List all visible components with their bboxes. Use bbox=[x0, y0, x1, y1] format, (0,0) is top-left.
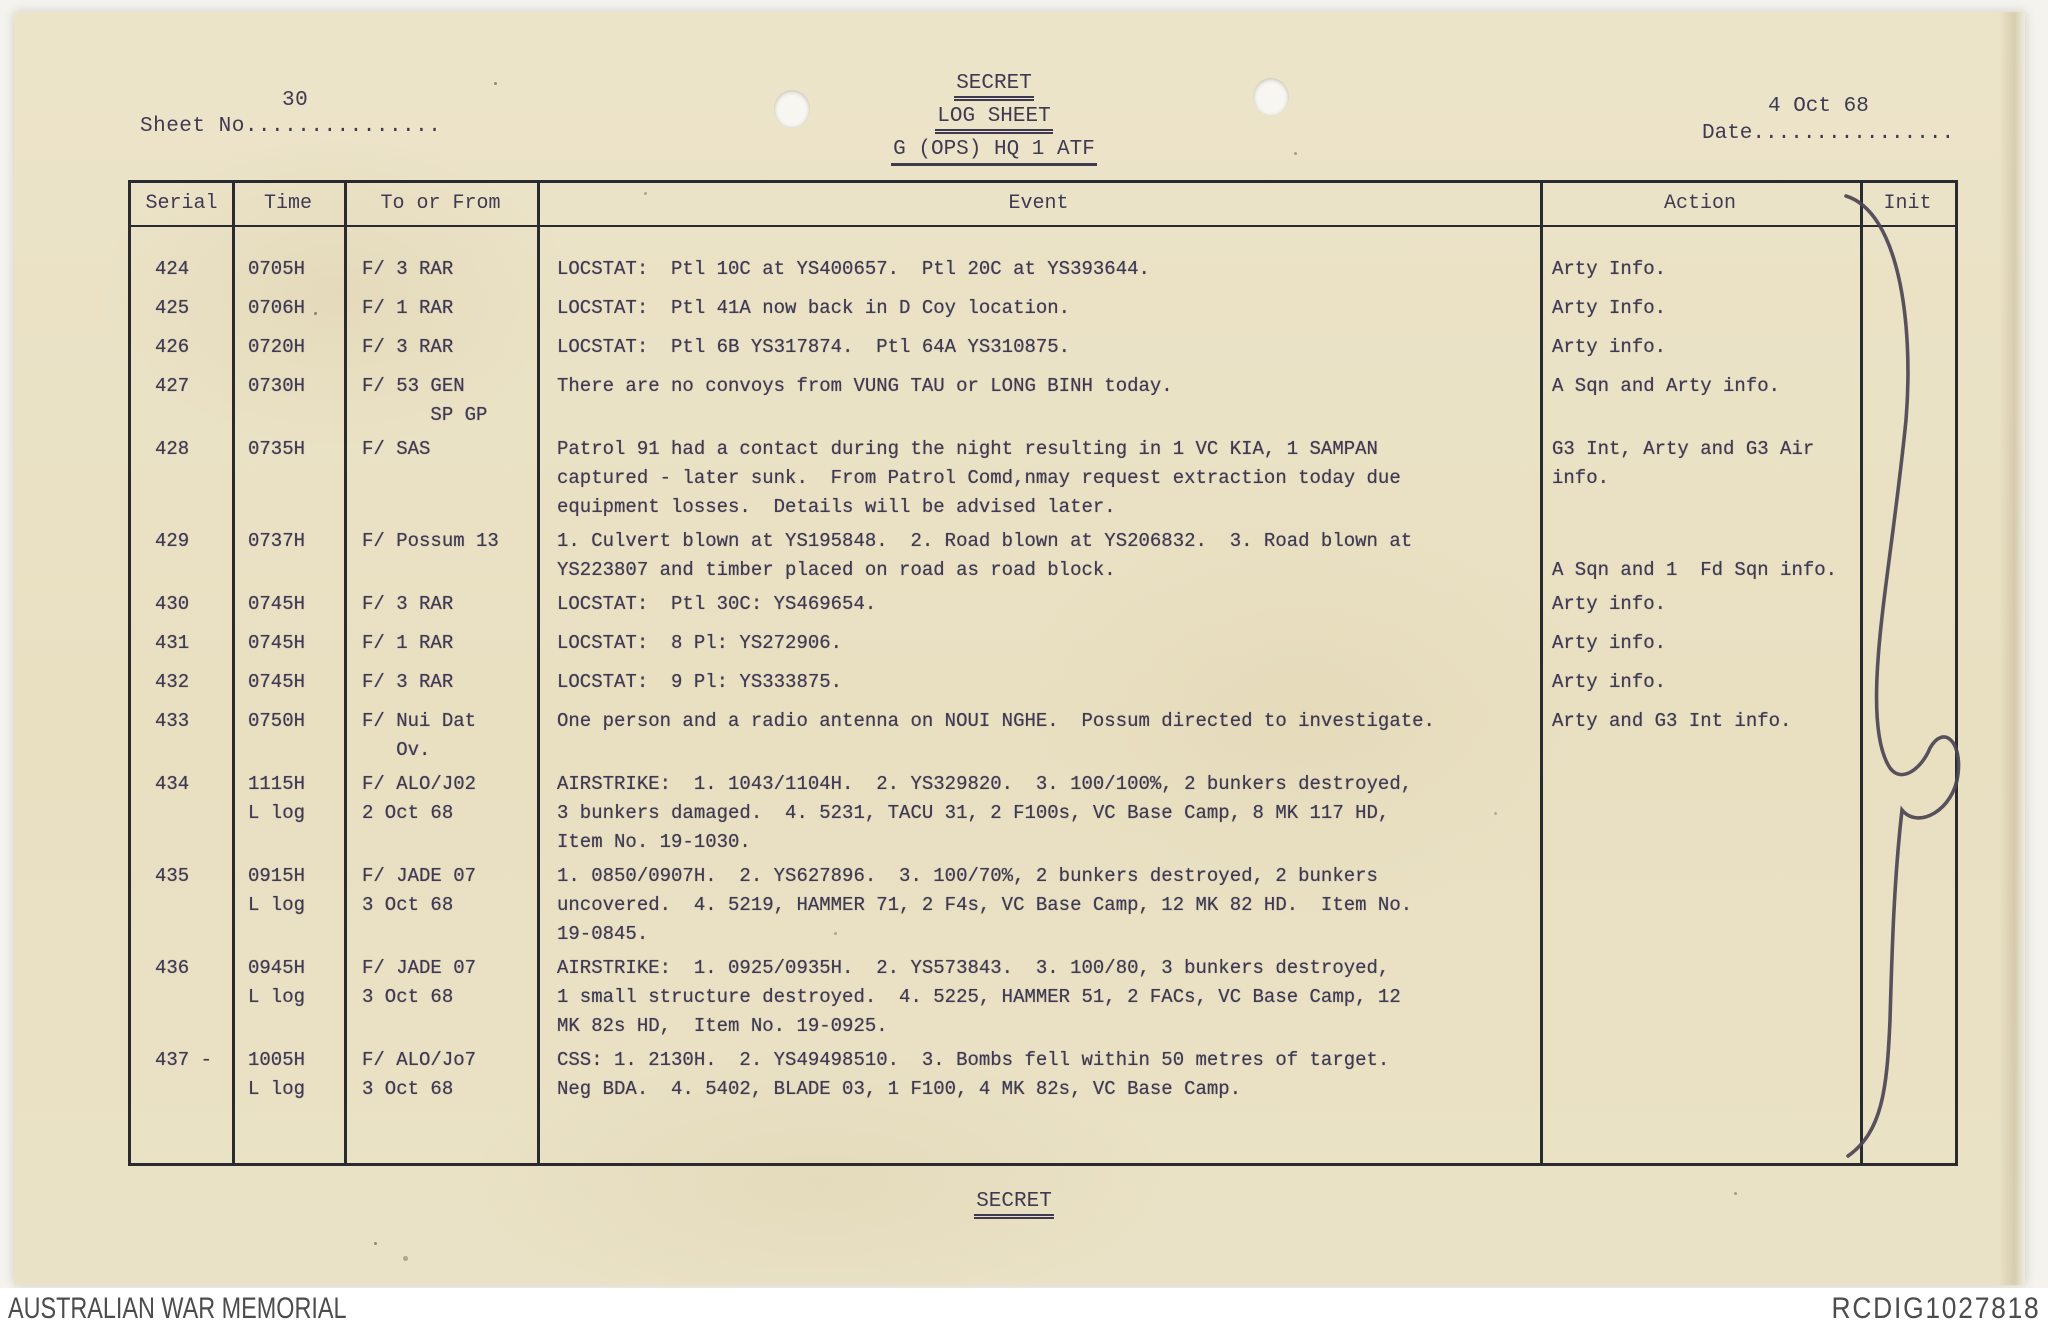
table-body bbox=[131, 227, 1955, 1104]
time-cell: 0745H bbox=[248, 632, 306, 654]
serial-cell: 435 bbox=[155, 865, 190, 887]
log-row bbox=[131, 629, 1955, 658]
column-header-event: Event bbox=[1008, 192, 1069, 215]
serial-cell: 426 bbox=[155, 336, 190, 358]
column-divider bbox=[232, 183, 235, 1163]
record-id: RCDIG1027818 bbox=[1831, 1292, 2040, 1325]
to-or-from-cell: F/ JADE 07 3 Oct 68 bbox=[362, 865, 477, 916]
init-cell bbox=[1860, 770, 1955, 857]
action-cell bbox=[1540, 862, 1860, 949]
to-or-from-cell: F/ 3 RAR bbox=[362, 336, 454, 358]
serial-cell: 428 bbox=[155, 438, 190, 460]
to-or-from-cell: F/ ALO/J02 2 Oct 68 bbox=[362, 773, 477, 824]
time-cell: 0706H bbox=[248, 297, 306, 319]
date-label: Date bbox=[1702, 122, 1753, 145]
punch-hole bbox=[774, 90, 810, 128]
time-cell: 0745H bbox=[248, 593, 306, 615]
event-cell: LOCSTAT: Ptl 41A now back in D Coy location. bbox=[557, 297, 1071, 319]
action-cell bbox=[1540, 1046, 1860, 1104]
init-cell bbox=[1860, 333, 1955, 362]
column-header-to-or-from: To or From bbox=[380, 192, 501, 215]
action-cell: Arty info. bbox=[1552, 593, 1667, 615]
event-cell: CSS: 1. 2130H. 2. YS49498510. 3. Bombs fell within 50 metres of target. Neg BDA. 4. 5402, BLADE 03, 1 F100, 4 MK 82s, VC Base Camp. bbox=[557, 1049, 1390, 1100]
serial-cell: 430 bbox=[155, 593, 190, 615]
to-or-from-cell: F/ Possum 13 bbox=[362, 530, 499, 552]
action-cell: Arty and G3 Int info. bbox=[1552, 710, 1792, 732]
log-row bbox=[131, 862, 1955, 949]
log-row bbox=[131, 333, 1955, 362]
init-cell bbox=[1860, 707, 1955, 765]
to-or-from-cell: F/ SAS bbox=[362, 438, 431, 460]
to-or-from-cell: F/ 3 RAR bbox=[362, 258, 454, 280]
to-or-from-cell: F/ 1 RAR bbox=[362, 632, 454, 654]
serial-cell: 431 bbox=[155, 632, 190, 654]
serial-cell: 429 bbox=[155, 530, 190, 552]
log-table bbox=[128, 180, 1958, 1166]
document-subtitle: G (OPS) HQ 1 ATF bbox=[891, 138, 1097, 166]
table-header-row bbox=[131, 183, 1955, 227]
to-or-from-cell: F/ JADE 07 3 Oct 68 bbox=[362, 957, 477, 1008]
to-or-from-cell: F/ 3 RAR bbox=[362, 593, 454, 615]
time-cell: 0735H bbox=[248, 438, 306, 460]
column-header-serial: Serial bbox=[145, 192, 218, 215]
log-row bbox=[131, 1046, 1955, 1104]
sheet-number-label: Sheet No bbox=[140, 115, 245, 138]
archive-name: AUSTRALIAN WAR MEMORIAL bbox=[8, 1292, 347, 1325]
log-row bbox=[131, 668, 1955, 697]
init-cell bbox=[1860, 435, 1955, 522]
log-row bbox=[131, 770, 1955, 857]
action-cell: Arty Info. bbox=[1552, 258, 1667, 280]
event-cell: One person and a radio antenna on NOUI NGHE. Possum directed to investigate. bbox=[557, 710, 1435, 732]
action-cell: Arty info. bbox=[1552, 336, 1667, 358]
serial-cell: 427 bbox=[155, 375, 190, 397]
log-row bbox=[131, 590, 1955, 619]
init-cell bbox=[1860, 668, 1955, 697]
sheet-number-value: 30 bbox=[282, 89, 309, 112]
serial-cell: 432 bbox=[155, 671, 190, 693]
date-value: 4 Oct 68 bbox=[1768, 95, 1869, 118]
to-or-from-cell: F/ ALO/Jo7 3 Oct 68 bbox=[362, 1049, 477, 1100]
column-header-init: Init bbox=[1883, 192, 1932, 215]
sheet-number-dots: ............... bbox=[244, 115, 442, 138]
event-cell: Patrol 91 had a contact during the night resulting in 1 VC KIA, 1 SAMPAN captured - later sunk. From Patrol Comd,nmay request extraction today due equipment losses. Details will be advised later. bbox=[557, 438, 1401, 518]
column-header-time: Time bbox=[263, 192, 312, 215]
classification-top: SECRET bbox=[954, 72, 1034, 101]
init-cell bbox=[1860, 372, 1955, 430]
init-cell bbox=[1860, 1046, 1955, 1104]
document-title: LOG SHEET bbox=[935, 105, 1052, 134]
event-cell: AIRSTRIKE: 1. 1043/1104H. 2. YS329820. 3. 100/100%, 2 bunkers destroyed, 3 bunkers damaged. 4. 5231, TACU 31, 2 F100s, VC Base Camp, 8 MK 117 HD, Item No. 19-1030. bbox=[557, 773, 1413, 853]
event-cell: There are no convoys from VUNG TAU or LONG BINH today. bbox=[557, 375, 1173, 397]
event-cell: LOCSTAT: 8 Pl: YS272906. bbox=[557, 632, 843, 654]
init-cell bbox=[1860, 954, 1955, 1041]
event-cell: 1. 0850/0907H. 2. YS627896. 3. 100/70%, 2 bunkers destroyed, 2 bunkers uncovered. 4. 5219, HAMMER 71, 2 F4s, VC Base Camp, 12 MK 82 HD. Item No. 19-0845. bbox=[557, 865, 1413, 945]
event-cell: LOCSTAT: Ptl 30C: YS469654. bbox=[557, 593, 877, 615]
action-cell: Arty info. bbox=[1552, 632, 1667, 654]
serial-cell: 424 bbox=[155, 258, 190, 280]
log-row bbox=[131, 294, 1955, 323]
time-cell: 0750H bbox=[248, 710, 306, 732]
document-title-block bbox=[874, 72, 1114, 170]
time-cell: 1005H L log bbox=[248, 1049, 306, 1100]
to-or-from-cell: F/ 53 GEN SP GP bbox=[362, 375, 488, 426]
to-or-from-cell: F/ 3 RAR bbox=[362, 671, 454, 693]
viewer-footer-bar bbox=[0, 1288, 2048, 1330]
time-cell: 0915H L log bbox=[248, 865, 306, 916]
time-cell: 0720H bbox=[248, 336, 306, 358]
log-row bbox=[131, 954, 1955, 1041]
punch-hole bbox=[1253, 78, 1289, 116]
paper-edge-fold bbox=[1999, 12, 2025, 1285]
sheet-number-field bbox=[140, 89, 442, 138]
init-cell bbox=[1860, 862, 1955, 949]
init-cell bbox=[1860, 255, 1955, 284]
column-header-action: Action bbox=[1663, 192, 1736, 215]
column-divider bbox=[1540, 183, 1543, 1163]
serial-cell: 436 bbox=[155, 957, 190, 979]
init-cell bbox=[1860, 629, 1955, 658]
column-divider bbox=[344, 183, 347, 1163]
log-row bbox=[131, 707, 1955, 765]
time-cell: 0737H bbox=[248, 530, 306, 552]
log-row bbox=[131, 435, 1955, 522]
log-sheet-page bbox=[14, 12, 2025, 1285]
action-cell: Arty Info. bbox=[1552, 297, 1667, 319]
serial-cell: 434 bbox=[155, 773, 190, 795]
column-divider bbox=[537, 183, 540, 1163]
action-cell: G3 Int, Arty and G3 Air info. bbox=[1552, 438, 1815, 489]
serial-cell: 425 bbox=[155, 297, 190, 319]
to-or-from-cell: F/ 1 RAR bbox=[362, 297, 454, 319]
serial-cell: 437 - bbox=[155, 1049, 213, 1071]
time-cell: 0745H bbox=[248, 671, 306, 693]
init-cell bbox=[1860, 294, 1955, 323]
to-or-from-cell: F/ Nui Dat Ov. bbox=[362, 710, 477, 761]
event-cell: LOCSTAT: 9 Pl: YS333875. bbox=[557, 671, 843, 693]
time-cell: 0945H L log bbox=[248, 957, 306, 1008]
init-cell bbox=[1860, 590, 1955, 619]
action-cell: A Sqn and 1 Fd Sqn info. bbox=[1552, 559, 1838, 581]
action-cell bbox=[1540, 770, 1860, 857]
action-cell: Arty info. bbox=[1552, 671, 1667, 693]
event-cell: 1. Culvert blown at YS195848. 2. Road blown at YS206832. 3. Road blown at YS223807 and timber placed on road as road block. bbox=[557, 530, 1413, 581]
date-field bbox=[1702, 95, 1955, 145]
time-cell: 0705H bbox=[248, 258, 306, 280]
time-cell: 1115H L log bbox=[248, 773, 306, 824]
action-cell bbox=[1540, 954, 1860, 1041]
log-row bbox=[131, 255, 1955, 284]
event-cell: LOCSTAT: Ptl 10C at YS400657. Ptl 20C at YS393644. bbox=[557, 258, 1150, 280]
action-cell: A Sqn and Arty info. bbox=[1552, 375, 1781, 397]
serial-cell: 433 bbox=[155, 710, 190, 732]
date-dots: ................ bbox=[1752, 122, 1955, 145]
event-cell: LOCSTAT: Ptl 6B YS317874. Ptl 64A YS310875. bbox=[557, 336, 1071, 358]
column-divider bbox=[1860, 183, 1863, 1163]
init-cell bbox=[1860, 527, 1955, 585]
log-row bbox=[131, 527, 1955, 585]
event-cell: AIRSTRIKE: 1. 0925/0935H. 2. YS573843. 3. 100/80, 3 bunkers destroyed, 1 small structure destroyed. 4. 5225, HAMMER 51, 2 FACs, VC Base Camp, 12 MK 82s HD, Item No. 19-0925. bbox=[557, 957, 1401, 1037]
classification-bottom: SECRET bbox=[894, 1190, 1134, 1219]
log-row bbox=[131, 372, 1955, 430]
time-cell: 0730H bbox=[248, 375, 306, 397]
